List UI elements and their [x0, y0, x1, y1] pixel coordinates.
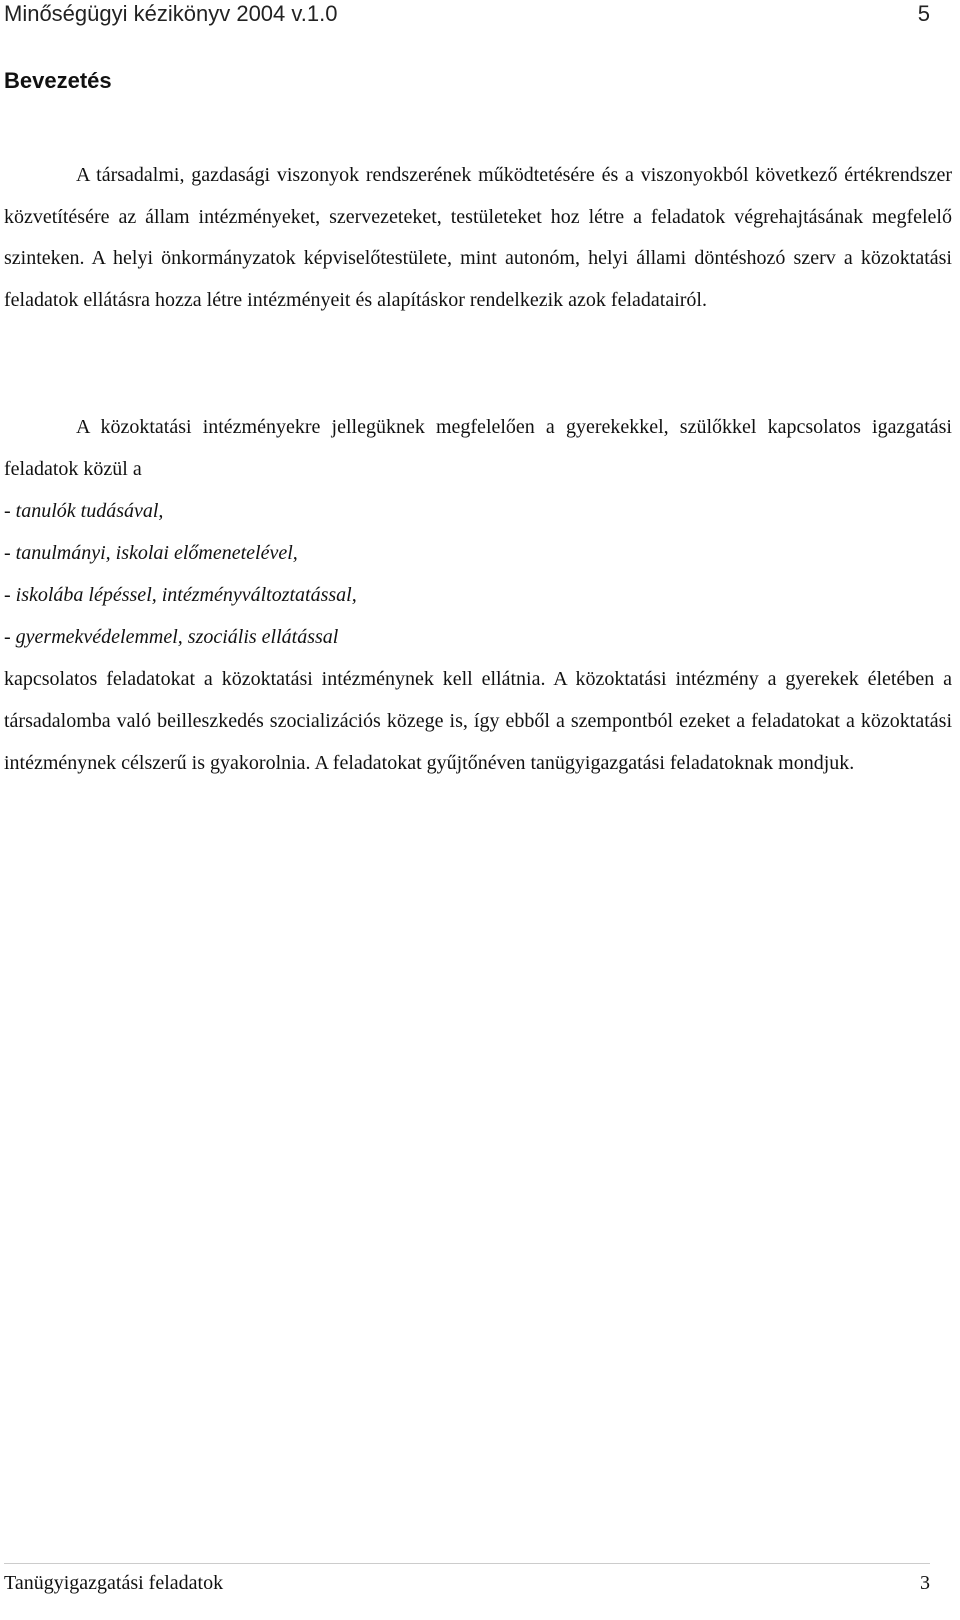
- list-item: - gyermekvédelemmel, szociális ellátással: [4, 626, 339, 648]
- paragraph-1: A társadalmi, gazdasági viszonyok rendszerének működtetésére és a viszonyokból következő értékrendszer közvetítésére az állam intézményeket, szervezeteket, testületeket hoz létre a feladatok végrehajtásának megfelelő szinteken. A helyi önkormányzatok képviselőtestülete, mint autonóm, helyi állami döntéshozó szerv a közoktatási feladatok ellátásra hozza létre intézményeit és alapításkor rendelkezik azok feladatairól.: [4, 164, 952, 311]
- list-item: - iskolába lépéssel, intézményváltoztatással,: [4, 584, 357, 606]
- header-page-number: 5: [917, 1, 930, 26]
- page-footer: [4, 1570, 930, 1596]
- paragraph-tasks: [4, 406, 952, 784]
- footer-section-name: Tanügyigazgatási feladatok: [4, 1572, 224, 1594]
- section-title: Bevezetés: [4, 68, 112, 93]
- list-item: - tanulók tudásával,: [4, 500, 164, 522]
- paragraph-introduction: [4, 155, 952, 321]
- list-item: - tanulmányi, iskolai előmenetelével,: [4, 542, 298, 564]
- footer-divider: [4, 1563, 930, 1564]
- paragraph-2-intro: A közoktatási intézményekre jellegüknek megfelelően a gyerekekkel, szülőkkel kapcsolatos igazgatási feladatok közül a: [4, 416, 952, 480]
- document-title: Minőségügyi kézikönyv 2004 v.1.0: [4, 1, 338, 26]
- footer-page-number: 3: [920, 1572, 930, 1594]
- page-header: [4, 0, 930, 34]
- paragraph-2-outro: kapcsolatos feladatokat a közoktatási intézménynek kell ellátnia. A közoktatási intézmény a gyerekek életében a társadalomba való beilleszkedés szocializációs közege is, így ebből a szempontból ezeket a feladatokat a közoktatási intézménynek célszerű is gyakorolnia. A feladatokat gyűjtőnéven tanügyigazgatási feladatoknak mondjuk.: [4, 668, 952, 774]
